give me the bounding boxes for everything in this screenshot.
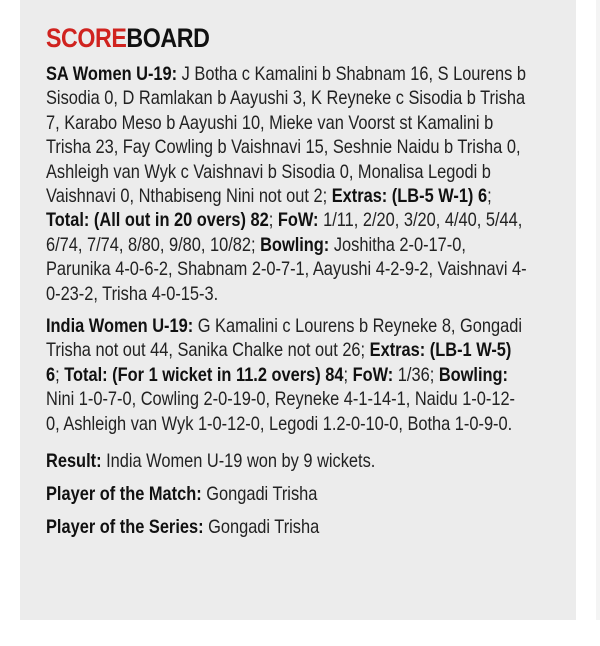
result-line xyxy=(46,449,528,473)
title-part-board: BOARD xyxy=(126,23,210,53)
ind-bowling-label: Bowling: xyxy=(438,363,508,386)
sa-extras: Extras: (LB-5 W-1) 6 xyxy=(331,185,488,208)
result-value: India Women U-19 won by 9 wickets. xyxy=(106,450,376,473)
sa-bowling: Joshitha 2-0-17-0, Parunika 4-0-6-2, Shabnam 2-0-7-1, Aayushi 4-2-9-2, Vaishnavi 4-0-23-2, Trisha 4-0-15-3. xyxy=(46,233,527,305)
ind-extras: Extras: (LB-1 W-5) 6 xyxy=(46,339,512,386)
ind-batting: G Kamalini c Lourens b Reyneke 8, Gongadi Trisha not out 44, Sanika Chalke not out 26; xyxy=(46,315,522,362)
sa-batting: J Botha c Kamalini b Shabnam 16, S Lourens b Sisodia 0, D Ramlakan b Aayushi 3, K Reyneke c Sisodia b Trisha 7, Karabo Meso b Aayushi 10, Mieke van Voorst st Kamalini b Trisha 23, Fay Cowling b Vaishnavi 15, Seshnie Naidu b Trisha 0, Ashleigh van Wyk c Vaishnavi b Sisodia 0, Monalisa Legodi b Vaishnavi 0, Nthabiseng Nini not out 2; xyxy=(46,63,526,208)
sa-innings-paragraph: SA Women U-19: J Botha c Kamalini b Shabnam 16, S Lourens b Sisodia 0, D Ramlakan b Aayushi 3, K Reyneke c Sisodia b Trisha 7, Karabo Meso b Aayushi 10, Mieke van Voorst st Kamalini b Trisha 23, Fay Cowling b Vaishnavi 15, Seshnie Naidu b Trisha 0, Ashleigh van Wyk c Vaishnavi b Sisodia 0, Monalisa Legodi b Vaishnavi 0, Nthabiseng Nini not out 2; Extras: (LB-5 W-1) 6; Total: (All out in 20 overs) 82; FoW: 1/11, 2/20, 3/20, 4/40, 5/44, 6/74, 7/74, 8/80, 9/80, 10/82; Bowling: Joshitha 2-0-17-0, Parunika 4-0-6-2, Shabnam 2-0-7-1, Aayushi 4-2-9-2, Vaishnavi 4-0-23-2, Trisha 4-0-15-3. xyxy=(46,63,527,305)
scoreboard-panel xyxy=(20,0,576,620)
sa-team-label: SA Women U-19: xyxy=(46,63,178,85)
player-of-series-value: Gongadi Trisha xyxy=(208,516,320,539)
player-of-match-value: Gongadi Trisha xyxy=(206,483,318,506)
sa-fow-label: FoW: xyxy=(277,209,319,232)
sa-total: Total: (All out in 20 overs) 82 xyxy=(46,209,269,232)
ind-fow: 1/36; xyxy=(397,363,435,386)
result-label: Result: xyxy=(46,450,102,473)
scoreboard-title xyxy=(46,22,483,54)
player-of-series-line xyxy=(46,515,528,539)
player-of-match-line xyxy=(46,482,528,506)
sa-bowling-label: Bowling: xyxy=(260,233,330,256)
title-part-score: SCORE xyxy=(46,23,127,53)
player-of-match-label: Player of the Match: xyxy=(46,483,202,506)
sa-fow: 1/11, 2/20, 3/20, 4/40, 5/44, 6/74, 7/74, 8/80, 9/80, 10/82; xyxy=(46,209,523,256)
ind-fow-label: FoW: xyxy=(352,363,394,386)
player-of-series-label: Player of the Series: xyxy=(46,516,204,539)
ind-total: Total: (For 1 wicket in 11.2 overs) 84 xyxy=(64,363,344,386)
ind-team-label: India Women U-19: xyxy=(46,315,194,338)
right-edge-strip xyxy=(596,0,600,620)
ind-bowling: Nini 1-0-7-0, Cowling 2-0-19-0, Reyneke 4-1-14-1, Naidu 1-0-12-0, Ashleigh van Wyk 1-0-12-0, Legodi 1.2-0-10-0, Botha 1-0-9-0. xyxy=(46,388,516,435)
ind-innings-paragraph: India Women U-19: G Kamalini c Lourens b Reyneke 8, Gongadi Trisha not out 44, Sanika Chalke not out 26; Extras: (LB-1 W-5) 6; Total: (For 1 wicket in 11.2 overs) 84; FoW: 1/36; Bowling: Nini 1-0-7-0, Cowling 2-0-19-0, Reyneke 4-1-14-1, Naidu 1-0-12-0, Ashleigh van Wyk 1-0-12-0, Legodi 1.2-0-10-0, Botha 1-0-9-0. xyxy=(46,315,522,435)
